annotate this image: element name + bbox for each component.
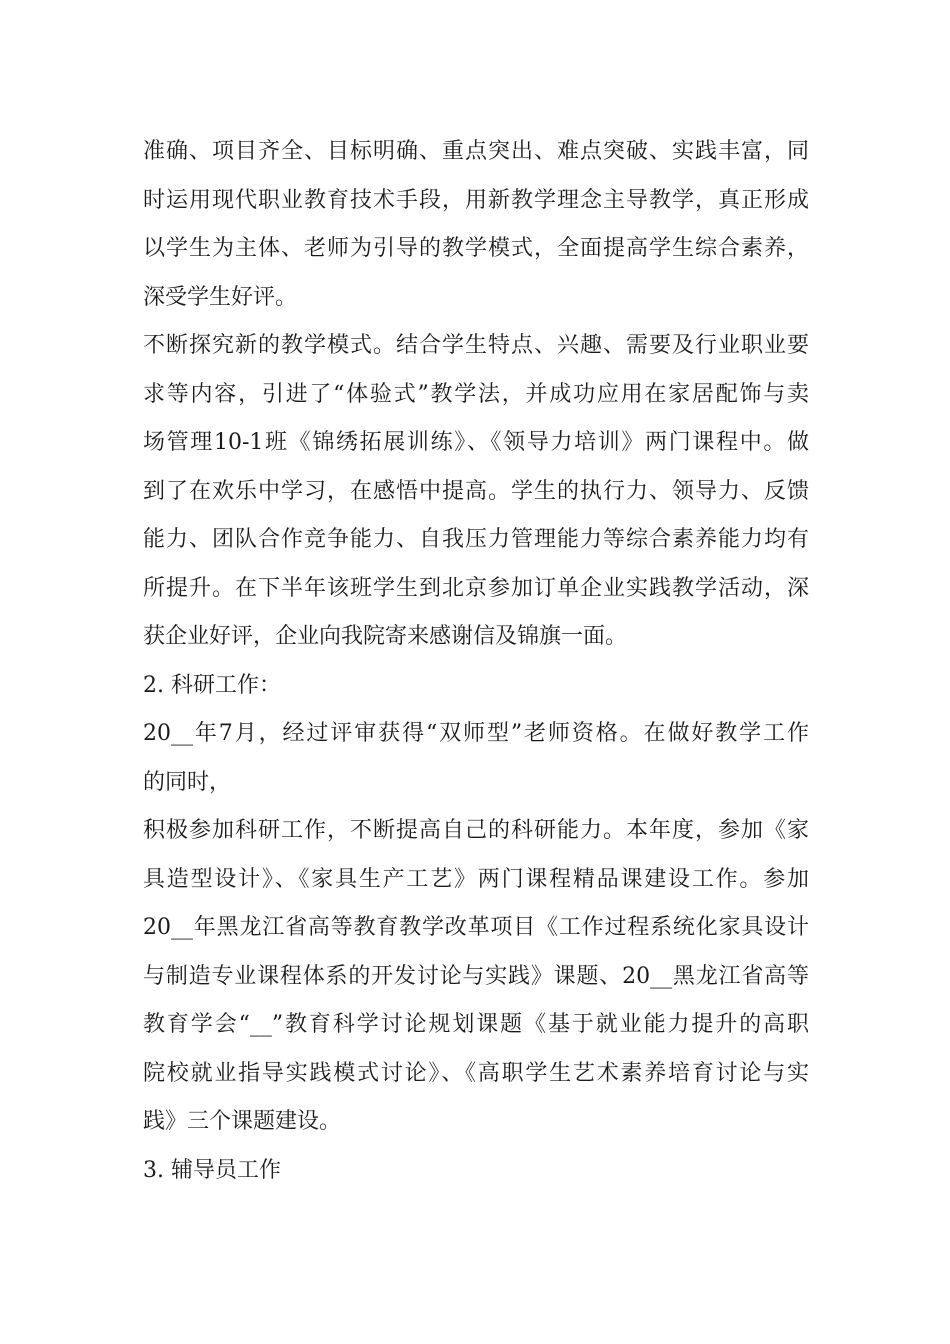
text-line: 不断探究新的教学模式。结合学生特点、兴趣、需要及行业职业要	[143, 333, 809, 358]
text-line: 践》三个课题建设。	[143, 1109, 342, 1134]
text-line: 具造型设计》、《家具生产工艺》两门课程精品课建设工作。参加	[143, 866, 809, 892]
text-line: 求等内容，引进了“体验式”教学法，并成功应用在家居配饰与卖	[143, 381, 809, 407]
text-line: 能力、团队合作竞争能力、自我压力管理能力等综合素养能力均有	[143, 527, 809, 552]
text-line: 的同时，	[143, 769, 232, 795]
section-heading: 3. 辅导员工作	[143, 1157, 281, 1183]
text-line: 深受学生好评。	[143, 284, 298, 310]
text-line: 积极参加科研工作，不断提高自己的科研能力。本年度，参加《家	[143, 818, 809, 843]
text-line: 所提升。在下半年该班学生到北京参加订单企业实践教学活动，深	[143, 575, 809, 601]
text-line: 与制造专业课程体系的开发讨论与实践》课题、20__黑龙江省高等	[143, 963, 809, 989]
text-line: 场管理10-1班《锦绣拓展训练》、《领导力培训》两门课程中。做	[143, 430, 809, 455]
text-line: 获企业好评，企业向我院寄来感谢信及锦旗一面。	[143, 624, 628, 649]
text-line: 20__年7月，经过评审获得“双师型”老师资格。在做好教学工作	[143, 721, 809, 746]
body-text	[143, 128, 809, 1195]
section-heading: 2. 科研工作：	[143, 672, 281, 698]
text-line: 时运用现代职业教育技术手段，用新教学理念主导教学，真正形成	[143, 187, 809, 213]
text-line: 准确、项目齐全、目标明确、重点突出、难点突破、实践丰富，同	[143, 139, 809, 164]
text-line: 院校就业指导实践模式讨论》、《高职学生艺术素养培育讨论与实	[143, 1060, 809, 1086]
text-line: 到了在欢乐中学习，在感悟中提高。学生的执行力、领导力、反馈	[143, 478, 809, 504]
text-line: 20__年黑龙江省高等教育教学改革项目《工作过程系统化家具设计	[143, 915, 809, 940]
text-line: 以学生为主体、老师为引导的教学模式，全面提高学生综合素养，	[143, 236, 809, 261]
text-line: 教育学会“__”教育科学讨论规划课题《基于就业能力提升的高职	[143, 1012, 809, 1037]
